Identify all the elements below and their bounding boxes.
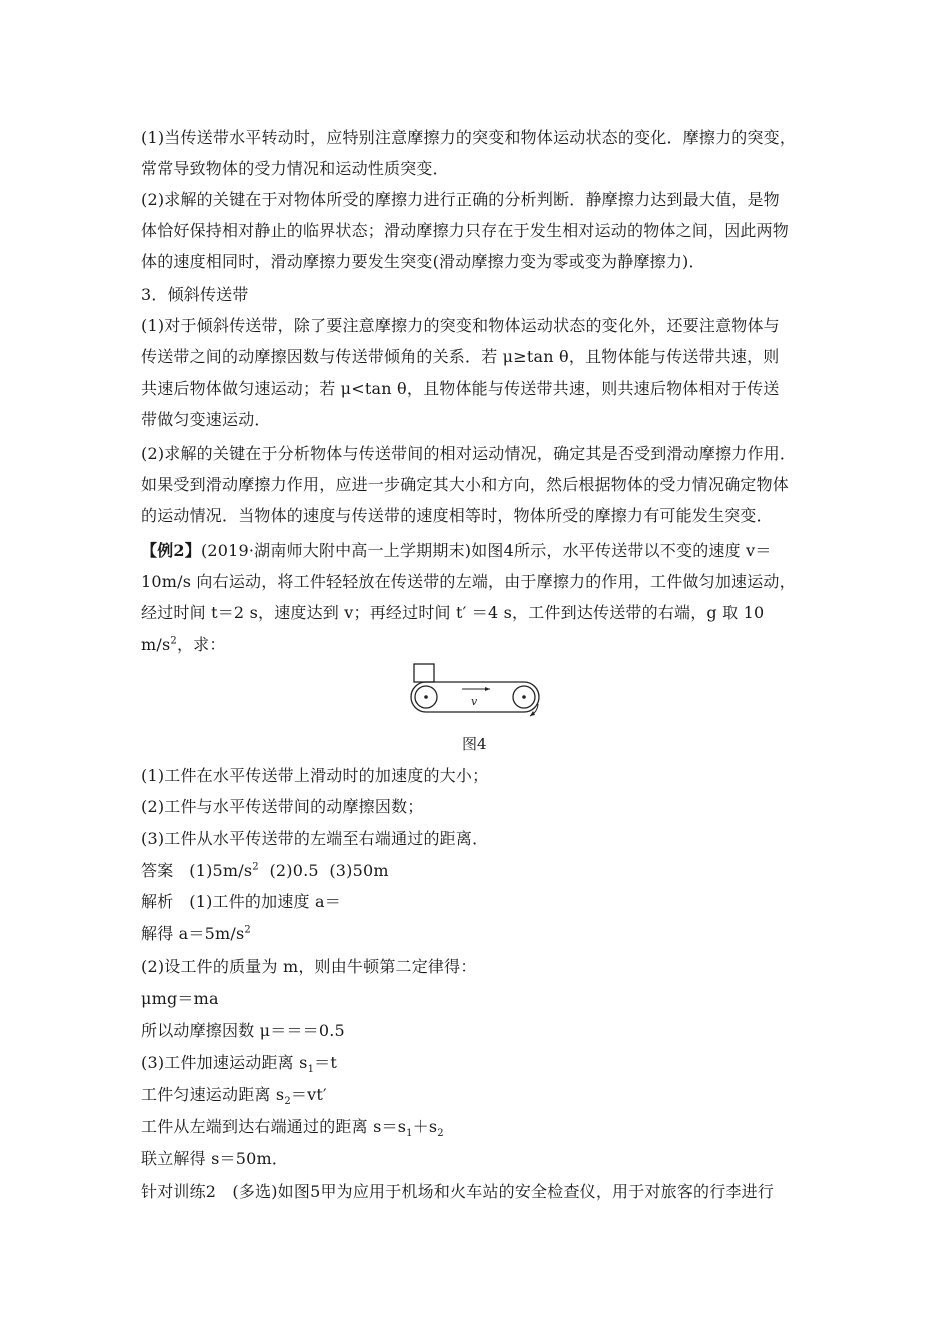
paragraph-line: 共速后物体做匀速运动；若 μ<tan θ，且物体能与传送带共速，则共速后物体相对于传送 <box>141 379 780 398</box>
superscript: 2 <box>252 861 259 873</box>
paragraph-line: 传送带之间的动摩擦因数与传送带倾角的关系．若 μ≥tan θ，且物体能与传送带共速，则 <box>141 347 780 366</box>
subscript: 1 <box>307 1064 315 1076</box>
solution-text: 工件匀速运动距离 s <box>141 1085 285 1104</box>
velocity-label: v <box>471 695 478 708</box>
answer-2: (2)0.5 <box>269 861 319 880</box>
figure-caption: 图4 <box>462 735 487 753</box>
subscript: 1 <box>406 1128 413 1140</box>
example-line: 经过时间 t＝2 s，速度达到 v；再经过时间 t′ ＝4 s，工件到达传送带的右端，g 取 10 <box>141 603 765 622</box>
right-axle <box>522 695 526 699</box>
solution-text: 工件从左端到达右端通过的距离 s＝s <box>141 1117 407 1136</box>
paragraph-line: 的运动情况．当物体的速度与传送带的速度相等时，物体所受的摩擦力有可能发生突变． <box>141 506 773 525</box>
rotation-arrowhead <box>530 711 535 716</box>
solution-text: ＝t <box>314 1053 337 1072</box>
paragraph-line: (2)求解的关键在于对物体所受的摩擦力进行正确的分析判断．静摩擦力达到最大值，是物 <box>141 190 780 209</box>
paragraph-line: (2)求解的关键在于分析物体与传送带间的相对运动情况，确定其是否受到滑动摩擦力作用． <box>141 444 797 463</box>
superscript: 2 <box>244 924 251 936</box>
question-line: (1)工件在水平传送带上滑动时的加速度的大小； <box>141 766 489 785</box>
velocity-arrowhead <box>485 687 490 691</box>
solution-line <box>141 924 251 944</box>
question-line: (2)工件与水平传送带间的动摩擦因数； <box>141 797 424 816</box>
solution-line: μmg＝ma <box>141 989 219 1008</box>
answer-label: 答案 <box>141 861 174 880</box>
paragraph-line: (1)当传送带水平转动时，应特别注意摩擦力的突变和物体运动状态的变化．摩擦力的突变， <box>141 128 797 147</box>
example-text: (2019·湖南师大附中高一上学期期末)如图4所示，水平传送带以不变的速度 v＝ <box>200 541 772 560</box>
paragraph-line: 常常导致物体的受力情况和运动性质突变． <box>141 159 449 178</box>
left-axle <box>424 695 428 699</box>
example-line <box>141 635 226 655</box>
solution-line <box>141 1085 327 1108</box>
solution-line <box>141 1117 444 1140</box>
paragraph-line: 如果受到滑动摩擦力作用，应进一步确定其大小和方向，然后根据物体的受力情况确定物体 <box>141 475 790 494</box>
subscript: 2 <box>284 1096 291 1108</box>
solution-text: ＋s <box>412 1117 438 1136</box>
solution-line <box>141 1053 337 1076</box>
example-text: ，求： <box>176 635 226 654</box>
paragraph-line: 体的速度相同时，滑动摩擦力要发生突变(滑动摩擦力变为零或变为静摩擦力)． <box>141 252 705 271</box>
unit-text: m/s <box>141 635 171 654</box>
example-tag: 【例2】 <box>141 541 201 560</box>
solution-text: (3)工件加速运动距离 s <box>141 1053 308 1072</box>
solution-line <box>141 892 341 912</box>
answer-line <box>141 861 389 881</box>
solution-line: 所以动摩擦因数 μ＝＝＝0.5 <box>141 1021 345 1040</box>
solution-line: 联立解得 s＝50m． <box>141 1149 289 1168</box>
paragraph-line: 带做匀变速运动． <box>141 410 271 429</box>
section-heading: 3．倾斜传送带 <box>141 285 249 304</box>
solution-text: 解得 a＝5m/s <box>141 924 245 943</box>
answer-1: (1)5m/s <box>189 861 253 880</box>
example-line: 10m/s 向右运动，将工件轻轻放在传送带的左端，由于摩擦力的作用，工件做匀加速运动， <box>141 572 796 591</box>
superscript: 2 <box>170 635 177 647</box>
solution-text: ＝vt′ <box>290 1085 327 1104</box>
solution-text: (1)工件的加速度 a＝ <box>189 892 341 911</box>
question-line: (3)工件从水平传送带的左端至右端通过的距离． <box>141 829 489 848</box>
paragraph-line: (1)对于倾斜传送带，除了要注意摩擦力的突变和物体运动状态的变化外，还要注意物体与 <box>141 316 780 335</box>
solution-label: 解析 <box>141 892 174 911</box>
paragraph-line: 体恰好保持相对静止的临界状态；滑动摩擦力只存在于发生相对运动的物体之间，因此两物 <box>141 221 790 240</box>
solution-line: (2)设工件的质量为 m，则由牛顿第二定律得： <box>141 957 477 976</box>
answer-3: (3)50m <box>329 861 389 880</box>
workpiece-box <box>414 664 434 682</box>
example-line <box>141 541 772 561</box>
training-line: 针对训练2 (多选)如图5甲为应用于机场和火车站的安全检查仪，用于对旅客的行李进行 <box>141 1182 775 1201</box>
conveyor-belt-figure <box>408 660 548 720</box>
subscript: 2 <box>437 1128 444 1140</box>
